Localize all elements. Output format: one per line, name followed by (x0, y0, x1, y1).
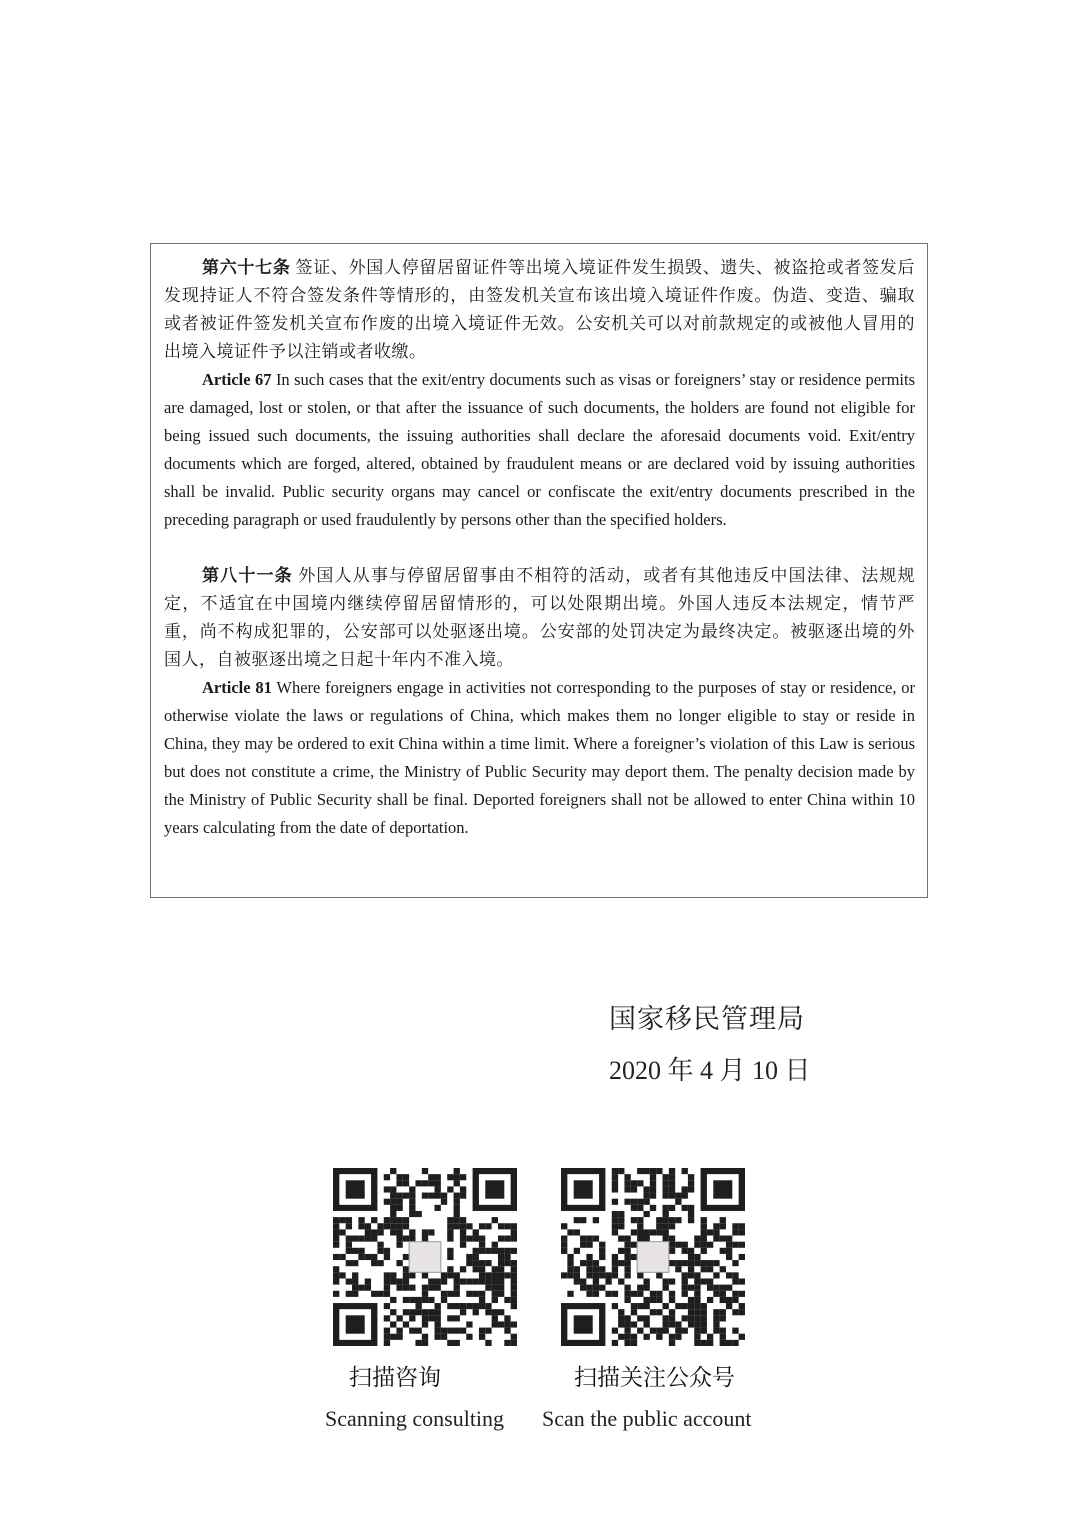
qr-caption-public-account-en: Scan the public account (542, 1406, 752, 1431)
article-81-en-text: Where foreigners engage in activities not corresponding to the purposes of stay or residence, or otherwise violate the laws or regulations of China, which makes them no longer eligible to stay or reside in China, they may be ordered to exit China within a time limit. Where a foreigner’s violation of this Law is serious but does not constitute a crime, the Ministry of Public Security may deport them. The penalty decision made by the Ministry of Public Security shall be final. Deported foreigners shall not be allowed to enter China within 10 years calculating from the date of deportation. (164, 678, 915, 837)
article-67-zh (164, 254, 915, 366)
qr-code-icon[interactable] (561, 1168, 745, 1346)
article-81-zh-heading: 第八十一条 (202, 566, 293, 585)
article-67-zh-text: 签证、外国人停留居留证件等出境入境证件发生损毁、遗失、被盗抢或者签发后发现持证人不符合签发条件等情形的，由签发机关宣布该出境入境证件作废。伪造、变造、骗取或者被证件签发机关宣布作废的出境入境证件无效。公安机关可以对前款规定的或被他人冒用的出境入境证件予以注销或者收缴。 (164, 258, 915, 361)
qr-caption-consulting-zh: 扫描咨询 (349, 1365, 441, 1391)
signoff (609, 1000, 811, 1091)
qr-caption-public-account-zh: 扫描关注公众号 (574, 1365, 735, 1391)
article-67-zh-heading: 第六十七条 (202, 258, 291, 277)
article-81-zh-text: 外国人从事与停留居留事由不相符的活动，或者有其他违反中国法律、法规规定，不适宜在中国境内继续停留居留情形的，可以处限期出境。外国人违反本法规定，情节严重，尚不构成犯罪的，公安部可以处驱逐出境。公安部的处罚决定为最终决定。被驱逐出境的外国人，自被驱逐出境之日起十年内不准入境。 (164, 566, 916, 669)
qr-code-icon[interactable] (333, 1168, 517, 1346)
article-67-en (164, 366, 915, 534)
article-67-en-text: In such cases that the exit/entry documents such as visas or foreigners’ stay or residence permits are damaged, lost or stolen, or that after the issuance of such documents, the holders are found not eligible for being issued such documents, the issuing authorities shall declare the aforesaid documents void. Exit/entry documents which are forged, altered, obtained by fraudulent means or are declared void by issuing authorities shall be invalid. Public security organs may cancel or confiscate the exit/entry documents prescribed in the preceding paragraph or used fraudulently by persons other than the specified holders. (164, 370, 915, 529)
article-67-en-heading: Article 67 (202, 370, 272, 389)
law-excerpt-box (150, 243, 928, 898)
article-81-en-heading: Article 81 (202, 678, 272, 697)
article-81-en (164, 674, 915, 842)
qr-caption-consulting-en: Scanning consulting (325, 1406, 505, 1431)
issuing-organization: 国家移民管理局 (609, 1004, 805, 1035)
issue-date: 2020 年 4 月 10 日 (609, 1056, 811, 1085)
article-spacer (164, 534, 915, 562)
article-81-zh (164, 562, 915, 674)
